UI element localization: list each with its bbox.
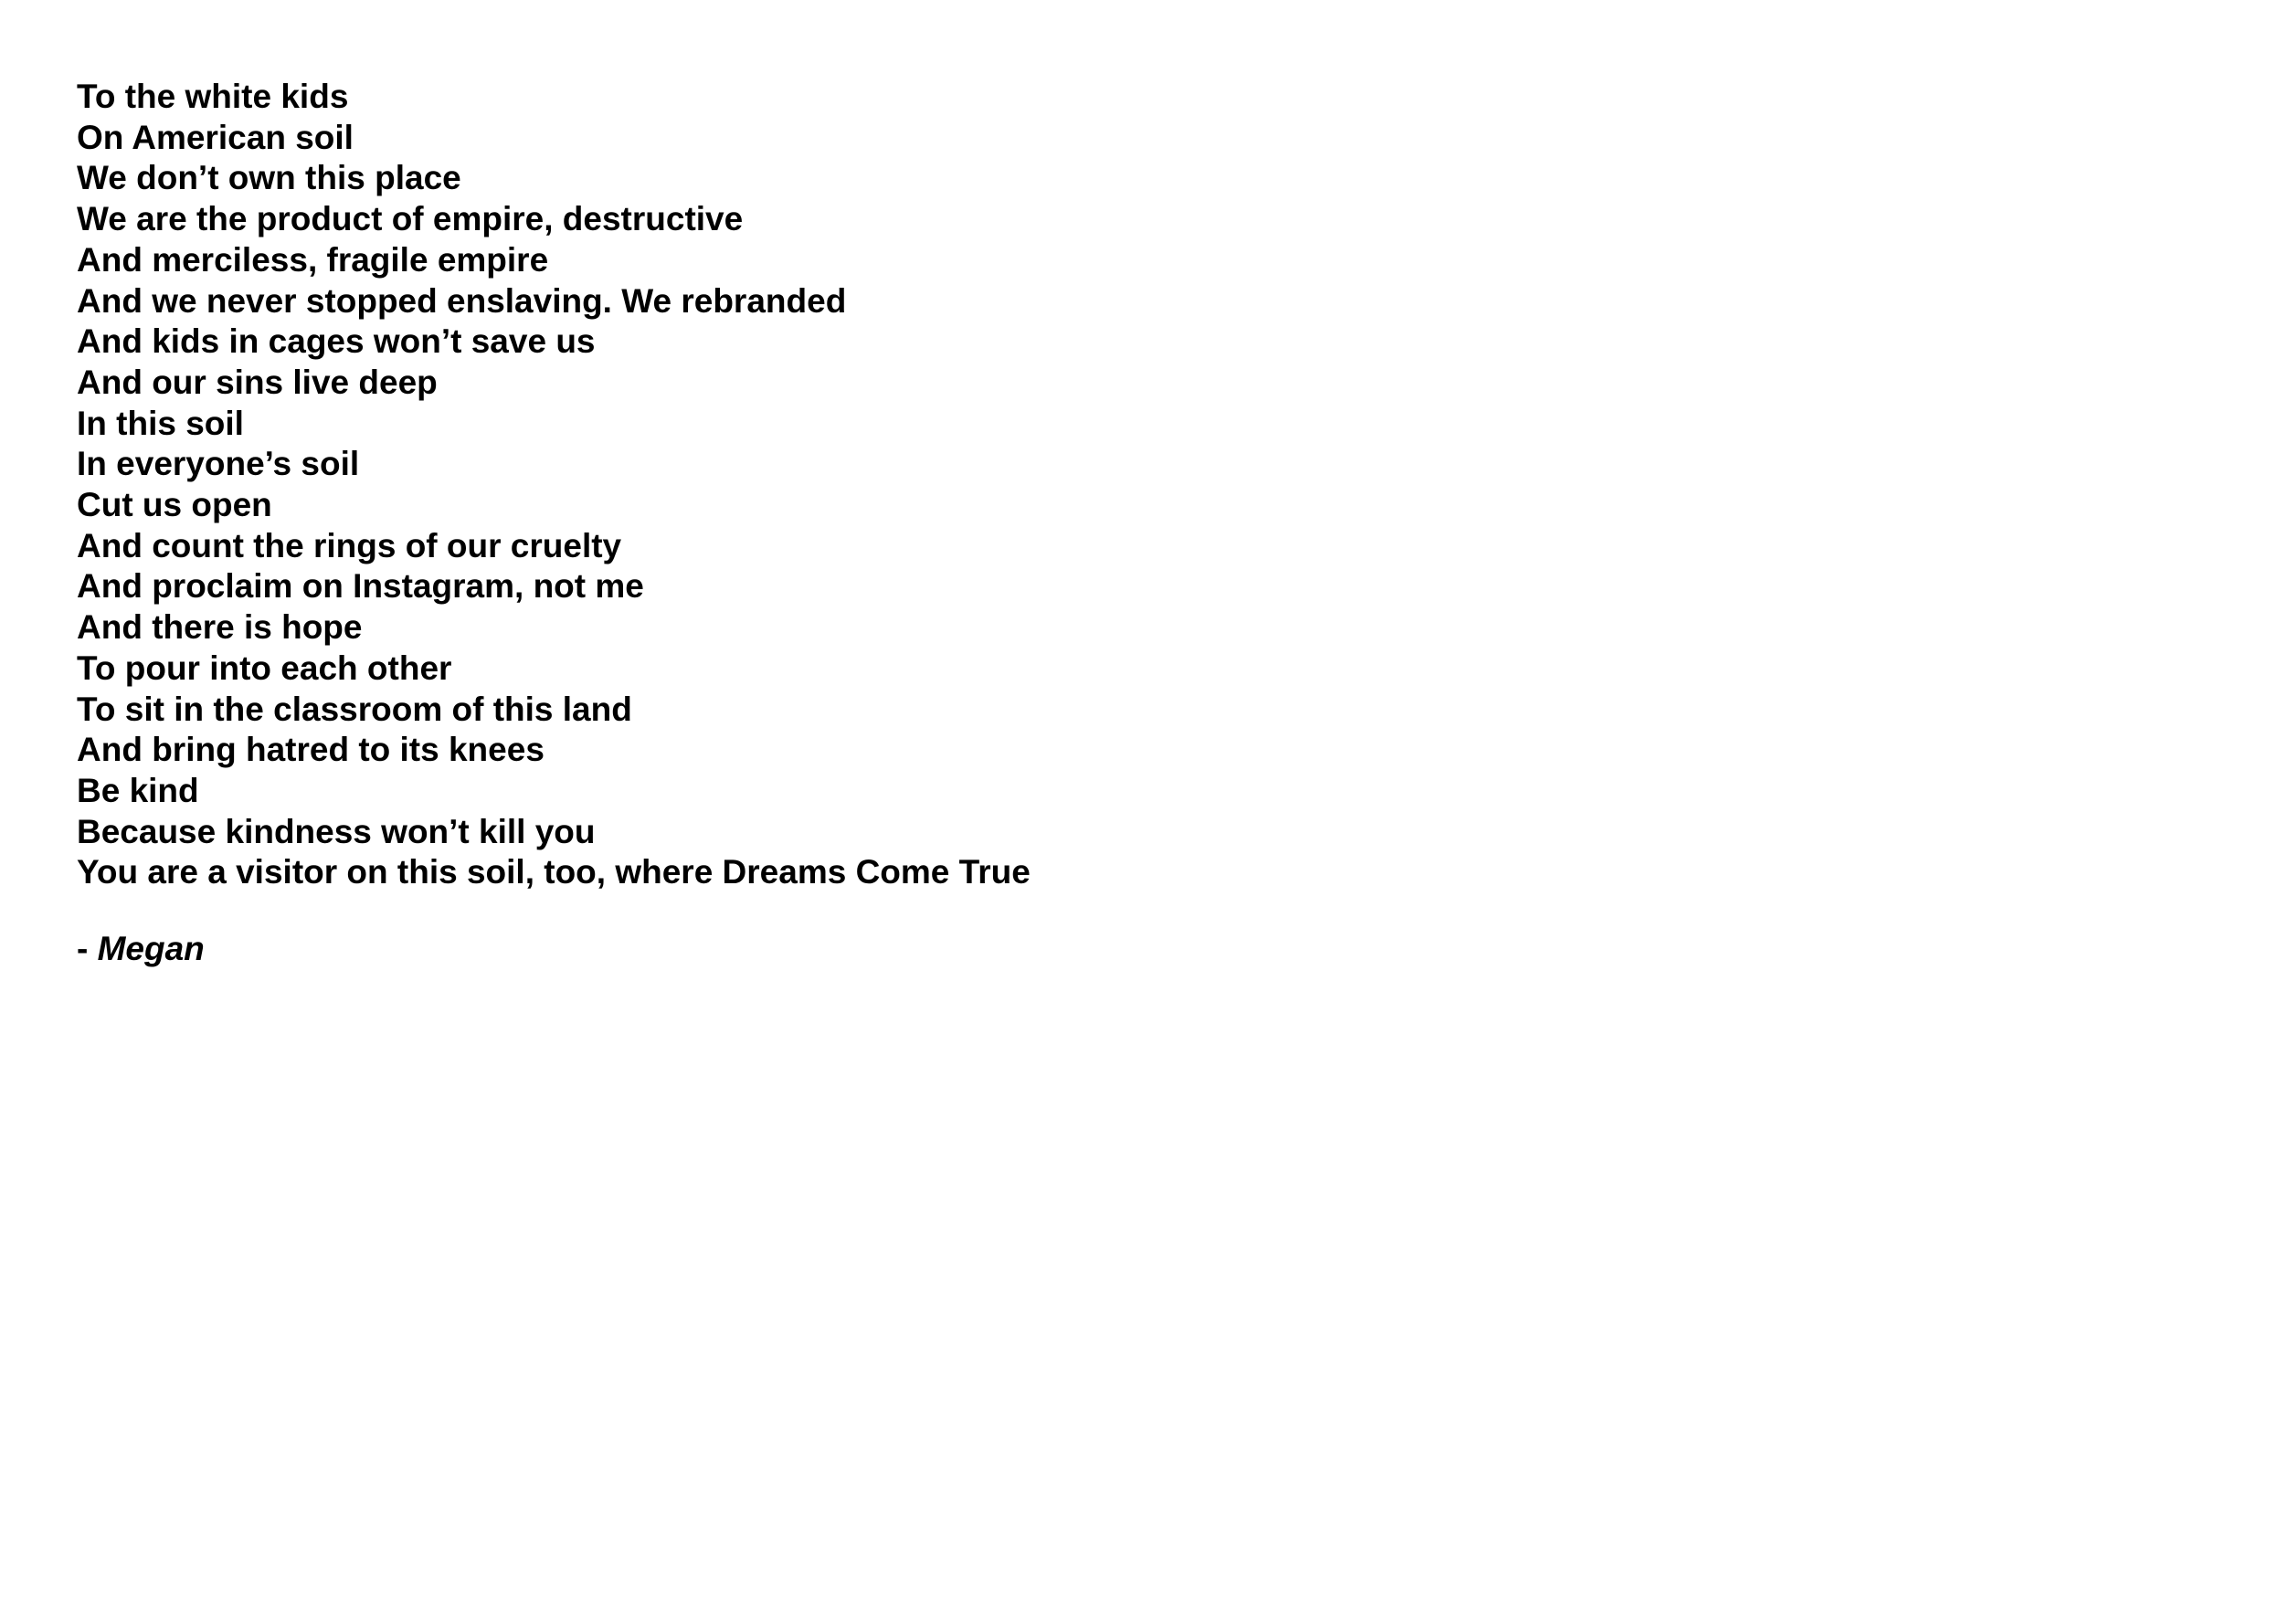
poem-line: And we never stopped enslaving. We rebranded [77,281,847,320]
poem-line: To pour into each other [77,649,452,687]
poem-line: And proclaim on Instagram, not me [77,567,644,606]
poem-body [77,77,2178,893]
poem-line: To the white kids [77,78,349,115]
poem-line: You are a visitor on this soil, too, where Dreams Come True [77,853,1031,891]
poem-line: And bring hatred to its knees [77,731,545,769]
poem-line: In this soil [77,404,244,442]
signature-name: Megan [97,930,205,967]
poem-line: We don’t own this place [77,159,461,197]
poem-line: And our sins live deep [77,363,438,401]
poem-line: Cut us open [77,486,272,524]
poem-line: To sit in the classroom of this land [77,690,632,728]
poem-line: Be kind [77,771,199,809]
poem-line: And kids in cages won’t save us [77,322,596,361]
poem-line: In everyone’s soil [77,445,360,483]
poem-line: And merciless, fragile empire [77,240,549,279]
poem-line: On American soil [77,118,354,156]
poem-line: And there is hope [77,608,363,647]
poem-line: And count the rings of our cruelty [77,526,622,564]
signature-dash: - [77,930,98,967]
poem-line: We are the product of empire, destructive [77,200,744,238]
poem-line: Because kindness won’t kill you [77,812,596,850]
poem-signature [77,929,205,970]
